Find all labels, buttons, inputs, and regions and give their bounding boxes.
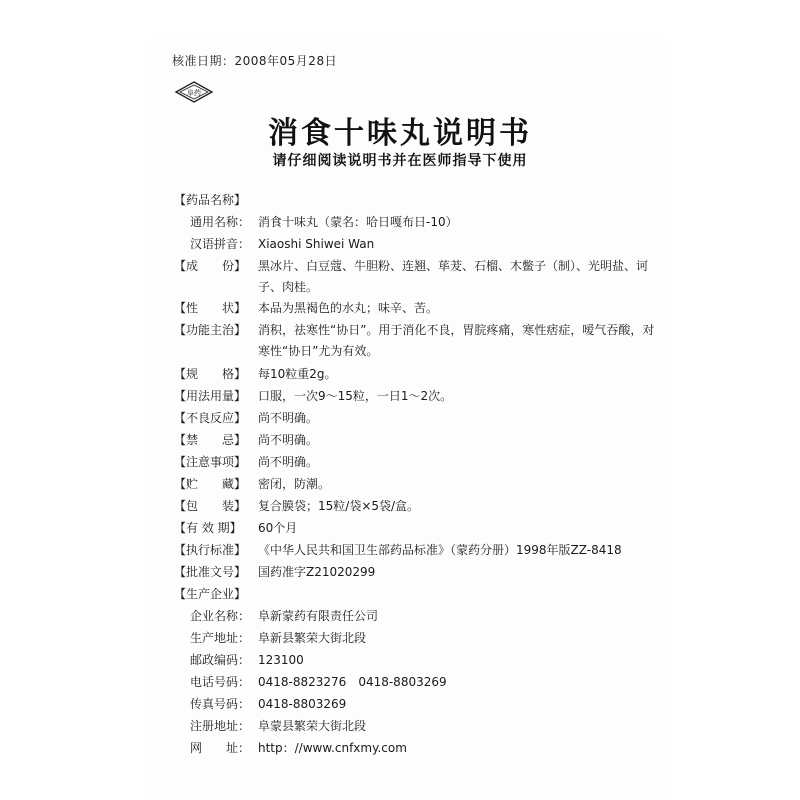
drug-name-header: 【药品名称】 <box>174 193 247 207</box>
manufacturer-header: 【生产企业】 <box>174 587 247 601</box>
logo-text: 阜药 <box>187 89 201 97</box>
validity-label: 【有 效 期】 <box>174 521 242 535</box>
fax-label: 传真号码： <box>190 697 251 711</box>
phone-label: 电话号码： <box>190 675 251 689</box>
ingredients-label: 【成 份】 <box>174 259 247 273</box>
indications-value: 消积，祛寒性“协日”。用于消化不良，胃脘疼痛，寒性痞症，嗳气吞酸，对寒性“协日”尤为有效。 <box>258 323 655 358</box>
ingredients-value: 黑冰片、白豆蔻、牛胆粉、连翘、荜茇、石榴、木鳖子（制）、光明盐、诃子、肉桂。 <box>258 259 649 294</box>
properties-label: 【性 状】 <box>174 301 247 315</box>
phone-value: 0418-8823276 0418-8803269 <box>258 675 447 689</box>
pinyin-value: Xiaoshi Shiwei Wan <box>258 237 375 251</box>
properties-value: 本品为黑褐色的水丸；味辛、苦。 <box>258 301 439 315</box>
contraindications-label: 【禁 忌】 <box>174 433 247 447</box>
document-title: 消食十味丸说明书 <box>268 116 532 151</box>
storage-value: 密闭，防潮。 <box>258 477 331 491</box>
pinyin-label: 汉语拼音： <box>190 237 251 251</box>
website-value[interactable]: http：//www.cnfxmy.com <box>258 741 407 755</box>
postcode-label: 邮政编码： <box>190 653 251 667</box>
dosage-label: 【用法用量】 <box>174 389 247 403</box>
approval-number-label: 【批准文号】 <box>174 565 247 579</box>
generic-name-value: 消食十味丸（蒙名：哈日嘎布日-10） <box>258 215 458 229</box>
postcode-value: 123100 <box>258 653 304 667</box>
dosage-value: 口服，一次9～15粒，一日1～2次。 <box>258 389 453 403</box>
package-value: 复合膜袋；15粒/袋×5袋/盒。 <box>258 499 420 513</box>
standard-label: 【执行标准】 <box>174 543 247 557</box>
spec-value: 每10粒重2g。 <box>258 367 337 381</box>
website-label: 网 址： <box>190 741 251 755</box>
approval-number-value: 国药准字Z21020299 <box>258 565 376 579</box>
contraindications-value: 尚不明确。 <box>258 433 319 447</box>
storage-label: 【贮 藏】 <box>174 477 247 491</box>
fax-value: 0418-8803269 <box>258 697 347 711</box>
reg-address-label: 注册地址： <box>190 719 251 733</box>
reg-address-value: 阜蒙县繁荣大街北段 <box>258 719 367 733</box>
company-label: 企业名称： <box>190 609 251 623</box>
package-label: 【包 装】 <box>174 499 247 513</box>
standard-value: 《中华人民共和国卫生部药品标准》（蒙药分册）1998年版ZZ-8418 <box>258 543 622 557</box>
precautions-value: 尚不明确。 <box>258 455 319 469</box>
approval-date: 核准日期：2008年05月28日 <box>172 54 338 68</box>
adverse-value: 尚不明确。 <box>258 411 319 425</box>
validity-value: 60个月 <box>258 521 298 535</box>
company-value: 阜新蒙药有限责任公司 <box>258 609 379 623</box>
adverse-label: 【不良反应】 <box>174 411 247 425</box>
precautions-label: 【注意事项】 <box>174 455 247 469</box>
indications-label: 【功能主治】 <box>174 323 247 337</box>
company-logo <box>174 80 214 104</box>
generic-name-label: 通用名称： <box>190 215 251 229</box>
address-label: 生产地址： <box>190 631 251 645</box>
spec-label: 【规 格】 <box>174 367 247 381</box>
document-subtitle: 请仔细阅读说明书并在医师指导下使用 <box>272 153 528 169</box>
address-value: 阜新县繁荣大街北段 <box>258 631 367 645</box>
